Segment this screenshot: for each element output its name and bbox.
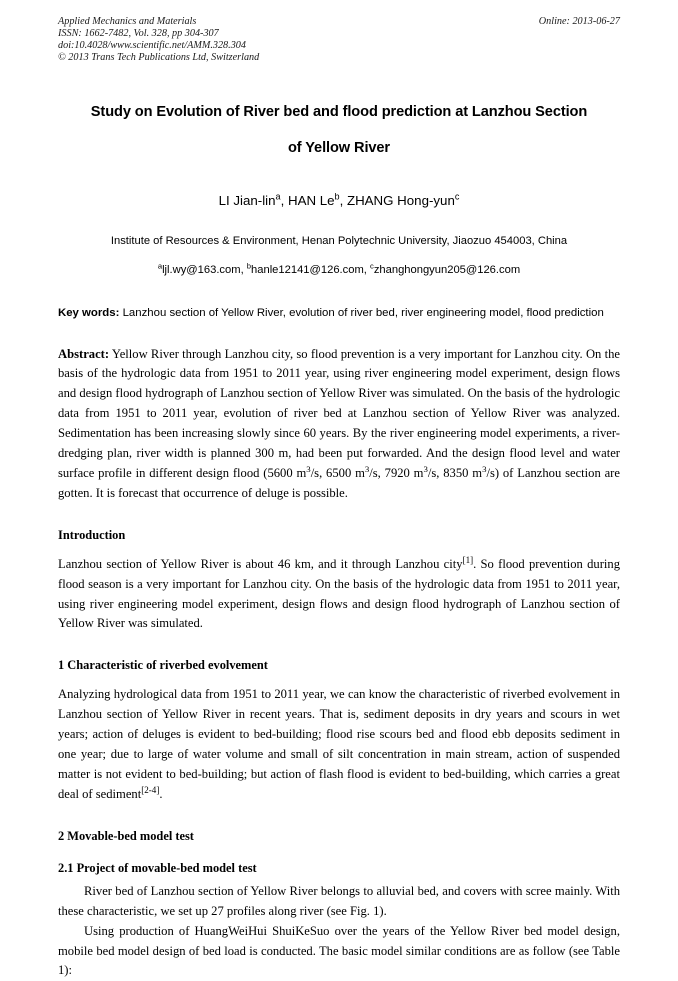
section-1-paragraph <box>58 685 620 804</box>
publication-header <box>58 16 620 66</box>
author-affiliation-mark-2: b <box>334 191 340 202</box>
abstract-text-part-3: /s, 7920 m <box>369 465 424 480</box>
author-affiliation: Institute of Resources & Environment, Henan Polytechnic University, Jiaozuo 454003, China <box>110 235 568 247</box>
introduction-text-part-1: Lanzhou section of Yellow River is about 46 km, and it through Lanzhou city <box>58 556 463 571</box>
citation-reference-2-4: [2-4] <box>141 784 160 795</box>
page-title <box>58 94 620 166</box>
introduction-text-part-2: . So flood prevention during flood season is a very important for Lanzhou city. On the basis of the hydrologic data from 1951 to 2011 year, using river engineering model experiment, design flows and design flood hydrograph of Lanzhou section of Yellow River was simulated. <box>58 556 620 631</box>
abstract-exponent-2: 3 <box>364 463 370 474</box>
email-address-1: ljl.wy@163.com, <box>162 264 247 276</box>
journal-name: Applied Mechanics and Materials <box>58 16 197 27</box>
email-address-3: zhanghongyun205@126.com <box>373 264 521 276</box>
page-title-line-1: Study on Evolution of River bed and flood prediction at Lanzhou Section <box>90 104 588 120</box>
author-emails <box>58 262 620 278</box>
copyright-line: © 2013 Trans Tech Publications Ltd, Switzerland <box>58 52 260 64</box>
abstract-exponent-4: 3 <box>482 463 487 474</box>
section-heading-introduction: Introduction <box>58 527 126 542</box>
section-heading-1: 1 Characteristic of riverbed evolvement <box>58 658 268 673</box>
doi-line: doi:10.4028/www.scientific.net/AMM.328.304 <box>58 40 246 52</box>
email-mark-3: c <box>370 261 374 271</box>
abstract-block <box>58 345 620 504</box>
email-mark-2: b <box>246 261 252 271</box>
introduction-paragraph <box>58 555 620 635</box>
citation-reference-1: [1] <box>462 554 474 565</box>
abstract-text-part-4: /s, 8350 m <box>427 465 483 480</box>
abstract-exponent-3: 3 <box>423 463 428 474</box>
email-address-2: hanle12141@126.com, <box>251 264 370 276</box>
abstract-text-part-1: Yellow River through Lanzhou city, so flood prevention is a very important for Lanzhou city. On the basis of the hydrologic data from 1951 to 2011 year, using river engineering model experiment, design flows and design flood hydrograph of Lanzhou section of Yellow River was simulated. On the basis of the hydrologic data from 1951 to 2011 year, evolution of river bed at Lanzhou section of Yellow River was analyzed. Sedimentation has been increasing slowly since 60 years. By the river engineering model experiments, a river-dredging plan, river width is planned 300 m, had been put forwarded. And the design flood level and water surface profile in different design flood (5600 m <box>58 346 620 480</box>
author-name-1: LI Jian-lin <box>218 193 276 208</box>
online-publication-date: Online: 2013-06-27 <box>538 16 620 27</box>
abstract-exponent-1: 3 <box>306 463 311 474</box>
issn-volume-pages: ISSN: 1662-7482, Vol. 328, pp 304-307 <box>58 28 219 40</box>
page-title-line-2: of Yellow River <box>287 140 391 156</box>
author-affiliation-mark-3: c <box>454 191 460 202</box>
section-2-1-paragraph-1: River bed of Lanzhou section of Yellow River belongs to alluvial bed, and covers with scree mainly. With these characteristic, we set up 27 profiles along river (see Fig. 1). <box>58 883 620 918</box>
publication-header-left <box>58 16 478 64</box>
keywords-block <box>58 304 620 324</box>
author-name-2: HAN Le <box>287 193 335 208</box>
section-heading-2: 2 Movable-bed model test <box>58 828 194 843</box>
abstract-label: Abstract: <box>58 346 110 361</box>
author-name-3: ZHANG Hong-yun <box>346 193 455 208</box>
keywords-text: Lanzhou section of Yellow River, evolution of river bed, river engineering model, flood prediction <box>119 307 604 319</box>
author-affiliation-mark-1: a <box>275 191 281 202</box>
section-heading-2-1: 2.1 Project of movable-bed model test <box>58 860 257 875</box>
abstract-text-part-2: /s, 6500 m <box>310 465 365 480</box>
author-separator-2: , <box>339 193 347 208</box>
section-1-text-part-1: Analyzing hydrological data from 1951 to 2011 year, we can know the characteristic of riverbed evolvement in Lanzhou section of Yellow River in recent years. That is, sediment deposits in dry years and scours in wet years; action of deluges is evident to bed-building; flood rise scours bed and flood ebb deposits sediment in one year; due to large of water volume and small of silt concentration in main stream, action of suspended matter is not evident to bed-building; but action of flash flood is evident to bed-building, which carries a great deal of sediment <box>58 687 620 801</box>
abstract-text-part-5: /s) of Lanzhou section are gotten. It is forecast that occurrence of deluge is possible. <box>58 465 620 500</box>
section-1-text-part-2: . <box>159 786 163 801</box>
author-separator-1: , <box>280 193 288 208</box>
email-mark-1: a <box>157 261 163 271</box>
section-2-1-paragraph-2: Using production of HuangWeiHui ShuiKeSuo over the years of the Yellow River bed model design, mobile bed model design of bed load is conducted. The basic model similar conditions are as follow (see Table 1): <box>58 923 620 978</box>
author-list <box>58 192 620 210</box>
keywords-label: Key words: <box>58 307 120 319</box>
